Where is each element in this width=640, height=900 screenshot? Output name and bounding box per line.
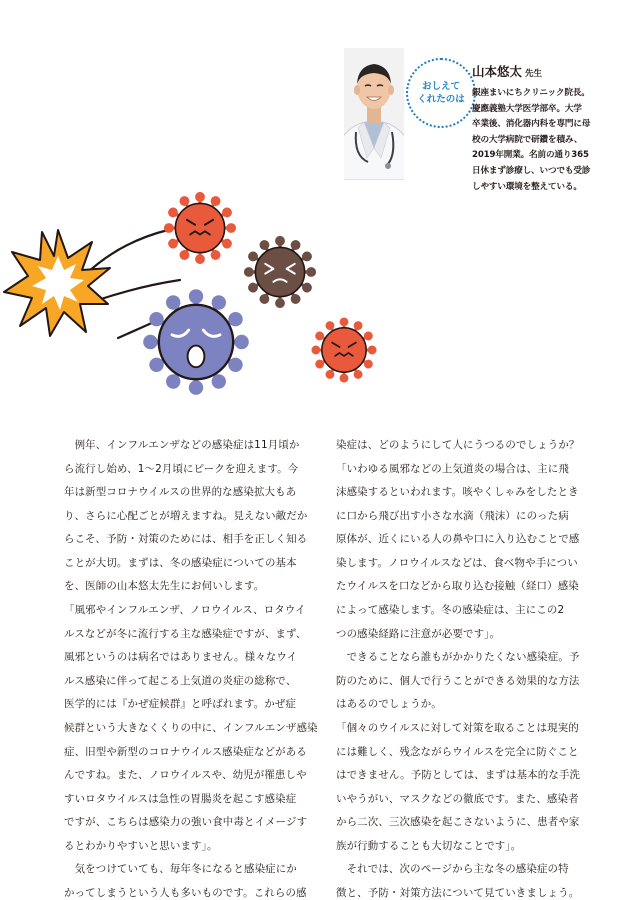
text-line: かってしまうという人も多いものです。これらの感 [64,886,307,899]
doctor-portrait-illustration [344,48,404,180]
doctor-photo [344,48,404,180]
small-red-virus-icon [313,319,375,381]
text-line: 症、旧型や新型のコロナウイルス感染症などがある [64,745,307,758]
text-line: できることなら誰もがかかりたくない感染症。予 [336,651,580,664]
text-line: 医学的には『かぜ症候群』と呼ばれます。かぜ症 [64,698,297,711]
text-line: んですね。また、ノロウイルスや、幼児が罹患しや [64,769,307,782]
text-line: 「いわゆる風邪などの上気道炎の場合は、主に飛 [336,462,569,475]
text-line: いやうがい、マスクなどの徹底です。また、感染者 [336,792,579,805]
text-line: から二次、三次感染を起こさないように、患者や家 [336,816,580,829]
text-line: ルスなどが冬に流行する主な感染症ですが、まず、 [64,627,307,640]
text-line: 年は新型コロナウイルスの世界的な感染拡大もあ [64,486,297,499]
text-line: ら流行し始め、1～2月頃にピークを迎えます。今 [64,462,299,475]
motion-line [98,280,180,300]
text-line: すいロタウイルスは急性の胃腸炎を起こす感染症 [64,792,297,805]
impact-burst-icon [4,230,110,336]
text-line: り、さらに心配ごとが増えますね。見えない敵だか [64,509,308,522]
text-line: には難しく、残念ながらウイルスを完全に防ぐこと [336,745,579,758]
badge-line-2: くれたのは [417,94,465,105]
bio-line: 日休まず診療し、いつでも受診 [472,165,591,176]
text-line: 「個々のウイルスに対して対策を取ることは現実的 [336,721,579,734]
text-line: はできません。予防としては、まずは基本的な手洗 [336,769,581,782]
bio-line: 銀座まいにちクリニック院長。 [472,88,590,98]
red-virus-icon [166,194,235,263]
text-line: ですが、こちらは感染力の強い食中毒とイメージす [64,816,308,829]
text-line: 染症は、どのようにして人にうつるのでしょうか？ [336,439,580,451]
brown-virus-icon [246,238,315,307]
text-line: 防のために、個人で行うことができる効果的な方法 [336,674,580,687]
text-line: ルス感染に伴って起こる上気道の炎症の総称で、 [64,674,297,687]
taught-by-badge [406,58,476,128]
doctor-bio [472,86,620,195]
text-line: つの感染経路に注意が必要です」。 [336,627,501,640]
badge-line-1: おしえて [421,81,460,92]
purple-virus-icon [146,292,247,393]
text-line: 「風邪やインフルエンザ、ノロウイルス、ロタウイ [64,604,306,617]
motion-line [86,230,168,274]
text-line: るとわかりやすいと思います」。 [64,839,218,852]
bio-line: 2019年開業。名前の通り365 [472,150,589,161]
text-line: それでは、次のページから主な冬の感染症の特 [336,863,569,876]
text-line: 風邪というのは病名ではありません。様々なウイ [64,651,298,664]
virus-illustration [0,190,420,400]
text-line: 族が行動することも大切なことです」。 [336,839,522,852]
bio-line: 慶應義塾大学医学部卒。大学 [472,103,582,114]
doctor-title: 先生 [525,69,543,79]
bio-line: 卒業後、消化器内科を専門に母 [472,119,591,130]
text-line: 原体が、近くにいる人の鼻や口に入り込むことで感 [336,533,580,546]
text-line: 例年、インフルエンザなどの感染症は11月頃か [64,439,300,451]
text-line: 沫感染するといわれます。咳やくしゃみをしたとき [336,486,579,499]
article-column-right [336,434,581,900]
doctor-name-text: 山本悠太 [472,64,523,79]
text-line: たウイルスを口などから取り込む接触（経口）感染 [336,580,579,593]
text-line: によって感染します。冬の感染症は、主にこの2 [336,604,565,617]
bio-line: 校の大学病院で研鑽を積み、 [472,134,583,145]
text-line: はあるのでしょうか。 [336,698,442,711]
text-line: を、医師の山本悠太先生にお伺いします。 [64,580,265,593]
text-line: 気をつけていても、毎年冬になると感染症にか [64,863,297,876]
article-column-left [64,434,318,900]
text-line: ことが大切。まずは、冬の感染症についての基本 [64,556,297,569]
text-line: らこそ、予防・対策のためには、相手を正しく知る [64,533,308,546]
doctor-name [472,62,542,80]
text-line: に口から飛び出す小さな水滴（飛沫）にのった病 [336,509,569,522]
text-line: 候群という大きなくくりの中に、インフルエンザ感染 [64,721,318,734]
doctor-profile [344,40,614,192]
text-line: 染します。ノロウイルスなどは、食べ物や手につい [336,556,578,569]
bio-line: しやすい環境を整えている。 [472,181,582,192]
text-line: 徴と、予防・対策方法について見ていきましょう。 [336,886,580,899]
